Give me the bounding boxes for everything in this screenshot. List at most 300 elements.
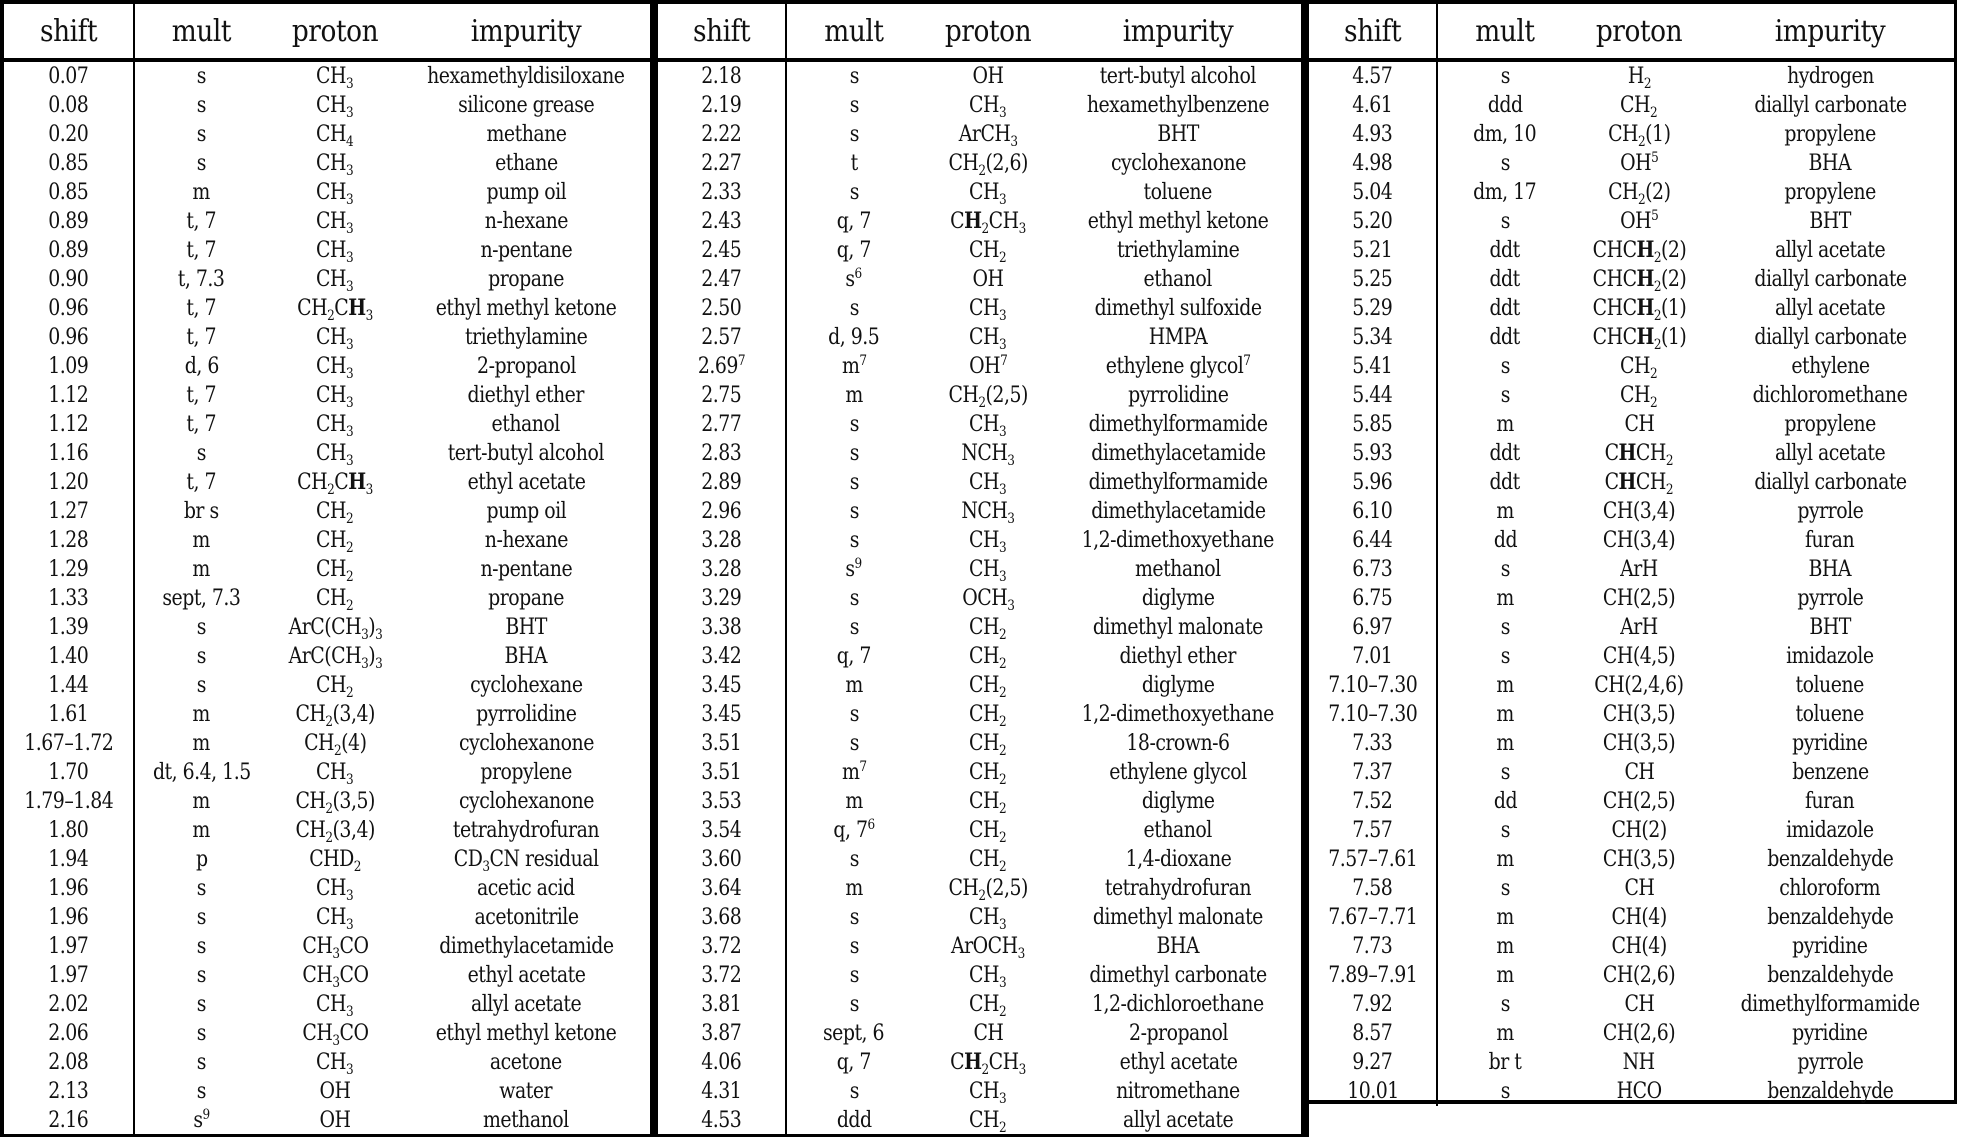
impurity-value: propylene (1784, 180, 1876, 205)
cell-impurity (1706, 816, 1954, 845)
proton-value: HCO (1616, 1079, 1662, 1104)
impurity-value: dimethylformamide (1088, 470, 1268, 495)
cell-impurity (402, 207, 650, 236)
cell-impurity (1706, 60, 1954, 91)
cell-proton (268, 816, 402, 845)
impurity-value: dimethylacetamide (1090, 441, 1266, 466)
impurity-value: allyl acetate (1774, 441, 1886, 466)
cell-impurity (402, 120, 650, 149)
cell-shift (1309, 91, 1437, 120)
shift-value: 2.69$^7$ (697, 353, 746, 379)
proton-value: $CH_3CO$ (301, 1021, 369, 1049)
shift-value: 6.73 (1352, 557, 1393, 582)
cell-proton (268, 729, 402, 758)
cell-proton (268, 671, 402, 700)
cell-shift (4, 265, 134, 294)
cell-impurity (1055, 207, 1301, 236)
mult-value: m (1496, 412, 1514, 437)
cell-proton (1572, 555, 1706, 584)
cell-mult (134, 729, 268, 758)
cell-impurity (1706, 990, 1954, 1019)
shift-value: 1.20 (48, 470, 89, 495)
cell-mult (1437, 700, 1572, 729)
column-header-shift: shift (1317, 2, 1430, 60)
cell-proton (921, 613, 1055, 642)
shift-value: 3.51 (701, 731, 742, 756)
mult-value: s (849, 934, 859, 959)
cell-mult (134, 149, 268, 178)
shift-value: 6.75 (1352, 586, 1393, 611)
shift-value: 7.73 (1352, 934, 1393, 959)
cell-mult (1437, 613, 1572, 642)
table-row (4, 178, 650, 207)
proton-value: CH (1624, 876, 1654, 901)
cell-impurity (1706, 207, 1954, 236)
cell-proton (921, 468, 1055, 497)
cell-impurity (402, 60, 650, 91)
mult-value: t, 7 (186, 296, 217, 321)
table-row (1309, 729, 1954, 758)
cell-proton (1572, 410, 1706, 439)
cell-proton (921, 323, 1055, 352)
table-row (658, 60, 1301, 91)
mult-value: s (849, 992, 859, 1017)
cell-proton (921, 410, 1055, 439)
cell-proton (1572, 91, 1706, 120)
cell-impurity (1706, 642, 1954, 671)
cell-shift (658, 555, 786, 584)
cell-mult (786, 845, 921, 874)
table-row (658, 91, 1301, 120)
proton-value: $CH_3$ (316, 760, 354, 788)
cell-mult (134, 1019, 268, 1048)
cell-impurity (1055, 642, 1301, 671)
cell-proton (268, 323, 402, 352)
table-panel-3 (1309, 0, 1957, 1104)
table-row (1309, 787, 1954, 816)
table-row (658, 207, 1301, 236)
cell-impurity (1055, 932, 1301, 961)
proton-value: $OH^7$ (968, 353, 1008, 379)
table-row (1309, 1077, 1954, 1106)
cell-shift (1309, 236, 1437, 265)
table-row (4, 1048, 650, 1077)
shift-value: 2.77 (701, 412, 742, 437)
mult-value: s (849, 499, 859, 524)
cell-mult (134, 845, 268, 874)
cell-shift (1309, 961, 1437, 990)
cell-shift (4, 845, 134, 874)
cell-proton (921, 381, 1055, 410)
cell-proton (268, 787, 402, 816)
cell-mult (134, 120, 268, 149)
shift-value: 0.96 (48, 296, 89, 321)
proton-value: $CH_4$ (316, 122, 354, 150)
cell-proton (268, 120, 402, 149)
impurity-value: BHA (1156, 934, 1200, 959)
cell-shift (4, 671, 134, 700)
impurity-value: tert-butyl alcohol (1099, 64, 1257, 89)
proton-value: $CH_2CH_3$ (297, 295, 373, 324)
proton-value: CH(4) (1611, 905, 1667, 930)
table-row (1309, 381, 1954, 410)
cell-proton (1572, 1077, 1706, 1106)
cell-impurity (1706, 439, 1954, 468)
cell-shift (4, 787, 134, 816)
header-row (658, 2, 1301, 60)
impurity-value: water (499, 1079, 553, 1104)
proton-value: CH (1624, 760, 1654, 785)
table-row (658, 352, 1301, 381)
proton-value: $ArC(CH_3)_3$ (288, 615, 382, 643)
table-row (4, 816, 650, 845)
cell-mult (1437, 60, 1572, 91)
proton-value: $CH_3$ (316, 1050, 354, 1078)
proton-value: $CH_2(1)$ (1607, 122, 1671, 150)
proton-value: $CH_2CH_3$ (950, 1049, 1026, 1078)
cell-proton (921, 265, 1055, 294)
proton-value: ArH (1620, 615, 1658, 640)
cell-proton (921, 120, 1055, 149)
table-row (4, 410, 650, 439)
cell-mult (786, 700, 921, 729)
cell-impurity (402, 265, 650, 294)
cell-shift (658, 642, 786, 671)
cell-shift (658, 845, 786, 874)
table-row (1309, 932, 1954, 961)
cell-mult (134, 758, 268, 787)
table-row (658, 671, 1301, 700)
proton-value: $CH_3$ (316, 180, 354, 208)
mult-value: br s (184, 499, 219, 524)
cell-mult (786, 60, 921, 91)
cell-mult (786, 758, 921, 787)
cell-proton (268, 526, 402, 555)
cell-shift (4, 120, 134, 149)
cell-impurity (1055, 120, 1301, 149)
proton-value: $OH^5$ (1619, 150, 1659, 176)
cell-mult (786, 816, 921, 845)
cell-impurity (402, 613, 650, 642)
mult-value: $s^9$ (845, 556, 863, 582)
impurity-value: n-hexane (484, 528, 568, 553)
mult-value: t, 7 (186, 470, 217, 495)
proton-value: $CH_3$ (969, 93, 1007, 121)
proton-value: $CH_2$ (969, 818, 1007, 846)
mult-value: br t (1488, 1050, 1522, 1075)
cell-impurity (1706, 120, 1954, 149)
cell-impurity (402, 526, 650, 555)
table-row (1309, 961, 1954, 990)
table-row (1309, 497, 1954, 526)
table-row (658, 323, 1301, 352)
cell-shift (658, 60, 786, 91)
cell-shift (4, 903, 134, 932)
table-row (658, 990, 1301, 1019)
cell-proton (1572, 381, 1706, 410)
shift-value: 5.93 (1352, 441, 1393, 466)
table-row (1309, 526, 1954, 555)
impurity-value: diallyl carbonate (1753, 93, 1907, 118)
cell-impurity (402, 584, 650, 613)
cell-mult (786, 120, 921, 149)
cell-shift (658, 91, 786, 120)
mult-value: dd (1493, 789, 1517, 814)
mult-value: m (1496, 934, 1514, 959)
mult-value: m (192, 818, 211, 843)
mult-value: t (850, 151, 858, 176)
cell-shift (4, 352, 134, 381)
impurity-value: cyclohexanone (458, 731, 594, 756)
cell-impurity (1706, 323, 1954, 352)
cell-proton (921, 729, 1055, 758)
shift-value: 0.90 (48, 267, 89, 292)
cell-proton (921, 555, 1055, 584)
mult-value: m (192, 789, 211, 814)
mult-value: m (845, 789, 863, 814)
cell-mult (786, 497, 921, 526)
cell-impurity (1055, 1019, 1301, 1048)
cell-proton (1572, 294, 1706, 323)
cell-proton (921, 845, 1055, 874)
impurity-value: BHA (504, 644, 548, 669)
cell-mult (786, 149, 921, 178)
cell-proton (921, 1106, 1055, 1135)
cell-mult (1437, 816, 1572, 845)
shift-value: 0.20 (48, 122, 89, 147)
cell-proton (921, 642, 1055, 671)
cell-proton (268, 468, 402, 497)
cell-shift (658, 729, 786, 758)
impurity-value: diglyme (1141, 586, 1215, 611)
cell-impurity (1055, 439, 1301, 468)
cell-impurity (1706, 91, 1954, 120)
table-row (4, 729, 650, 758)
cell-shift (4, 91, 134, 120)
cell-mult (1437, 497, 1572, 526)
cell-shift (1309, 381, 1437, 410)
column-header-proton: proton (1580, 2, 1698, 60)
cell-impurity (1706, 149, 1954, 178)
proton-value: $CH_2$ (969, 702, 1007, 730)
cell-mult (1437, 903, 1572, 932)
proton-value: $CH_2(2,5)$ (948, 383, 1028, 411)
proton-value: $CH_3$ (316, 151, 354, 179)
mult-value: m (1496, 499, 1514, 524)
proton-value: $CH_2(3,5)$ (295, 789, 375, 817)
impurity-value: ethanol (491, 412, 561, 437)
shift-value: 7.92 (1352, 992, 1393, 1017)
table-row (658, 555, 1301, 584)
table-body (658, 60, 1301, 1135)
impurity-value: hexamethyldisiloxane (427, 64, 625, 89)
cell-mult (786, 1048, 921, 1077)
proton-value: $CHCH_2$ (1604, 440, 1674, 469)
cell-impurity (402, 845, 650, 874)
mult-value: m (192, 702, 211, 727)
table-row (1309, 613, 1954, 642)
proton-value: $CH_3$ (969, 412, 1007, 440)
cell-mult (786, 323, 921, 352)
cell-shift (4, 526, 134, 555)
cell-shift (658, 352, 786, 381)
table-row (658, 526, 1301, 555)
cell-mult (134, 555, 268, 584)
cell-proton (1572, 874, 1706, 903)
cell-shift (4, 468, 134, 497)
cell-mult (134, 526, 268, 555)
cell-impurity (1706, 1019, 1954, 1048)
cell-impurity (1055, 265, 1301, 294)
shift-value: 10.01 (1346, 1079, 1399, 1104)
shift-value: 5.44 (1352, 383, 1393, 408)
shift-value: 1.33 (48, 586, 89, 611)
cell-mult (786, 265, 921, 294)
shift-value: 1.96 (48, 876, 89, 901)
impurity-value: allyl acetate (1122, 1108, 1234, 1133)
proton-value: $CH_3$ (969, 296, 1007, 324)
mult-value: s (849, 1079, 859, 1104)
impurity-value: pyridine (1792, 731, 1868, 756)
cell-mult (134, 468, 268, 497)
cell-shift (658, 700, 786, 729)
cell-mult (786, 584, 921, 613)
cell-impurity (402, 236, 650, 265)
impurity-value: n-pentane (480, 557, 572, 582)
impurity-value: methanol (483, 1108, 569, 1133)
shift-value: 2.22 (701, 122, 742, 147)
shift-value: 7.10–7.30 (1327, 673, 1418, 698)
cell-proton (268, 990, 402, 1019)
table-row (658, 265, 1301, 294)
table-row (4, 381, 650, 410)
shift-value: 3.45 (701, 673, 742, 698)
cell-mult (786, 352, 921, 381)
table-row (4, 845, 650, 874)
shift-value: 1.70 (48, 760, 89, 785)
mult-value: s (1500, 64, 1510, 89)
table-row (658, 468, 1301, 497)
cell-impurity (402, 323, 650, 352)
cell-impurity (1055, 816, 1301, 845)
column-header-impurity: impurity (417, 2, 635, 60)
mult-value: ddt (1489, 267, 1521, 292)
cell-shift (1309, 439, 1437, 468)
cell-impurity (1706, 903, 1954, 932)
impurity-value: ethylene glycol (1109, 760, 1247, 785)
column-header-shift: shift (666, 2, 779, 60)
cell-proton (1572, 671, 1706, 700)
cell-shift (1309, 1048, 1437, 1077)
cell-proton (921, 60, 1055, 91)
cell-shift (1309, 497, 1437, 526)
impurity-value: allyl acetate (1774, 296, 1886, 321)
table-row (658, 903, 1301, 932)
table-row (1309, 439, 1954, 468)
shift-value: 2.50 (701, 296, 742, 321)
mult-value: dm, 10 (1473, 122, 1537, 147)
impurity-value: ethyl methyl ketone (435, 296, 617, 321)
mult-value: m (1496, 673, 1514, 698)
mult-value: s (196, 963, 207, 988)
proton-value: OH (319, 1079, 351, 1104)
cell-impurity (402, 1106, 650, 1135)
cell-mult (1437, 642, 1572, 671)
impurity-value: triethylamine (1116, 238, 1240, 263)
cell-shift (658, 874, 786, 903)
table-row (4, 758, 650, 787)
shift-value: 4.31 (701, 1079, 742, 1104)
mult-value: s (196, 1079, 207, 1104)
mult-value: m (845, 383, 863, 408)
shift-value: 1.67–1.72 (23, 731, 114, 756)
proton-value: $CH_3$ (316, 876, 354, 904)
cell-proton (1572, 497, 1706, 526)
cell-impurity (1055, 555, 1301, 584)
cell-impurity (1055, 990, 1301, 1019)
cell-proton (268, 1106, 402, 1135)
cell-impurity (1706, 410, 1954, 439)
cell-mult (1437, 1077, 1572, 1106)
cell-impurity (1706, 294, 1954, 323)
cell-impurity (1055, 381, 1301, 410)
mult-value: s (1500, 644, 1510, 669)
impurity-value: $CD_3CN$ residual (453, 847, 599, 875)
cell-impurity (402, 671, 650, 700)
cell-impurity (402, 381, 650, 410)
mult-value: s (196, 644, 207, 669)
cell-shift (1309, 874, 1437, 903)
cell-proton (1572, 60, 1706, 91)
mult-value: m (192, 731, 211, 756)
cell-impurity (402, 758, 650, 787)
impurity-value: pyridine (1792, 934, 1868, 959)
cell-impurity (1706, 526, 1954, 555)
cell-impurity (1055, 961, 1301, 990)
shift-value: 7.37 (1352, 760, 1393, 785)
cell-proton (268, 91, 402, 120)
cell-proton (921, 961, 1055, 990)
impurity-value: BHT (505, 615, 547, 640)
proton-value: CH (1624, 992, 1654, 1017)
proton-value: OH (972, 267, 1004, 292)
mult-value: s (196, 93, 207, 118)
impurity-value: 1,4-dioxane (1125, 847, 1231, 872)
cell-shift (1309, 1019, 1437, 1048)
impurity-value: allyl acetate (1774, 238, 1886, 263)
table-row (1309, 91, 1954, 120)
cell-mult (1437, 410, 1572, 439)
table-row (4, 526, 650, 555)
table-row (1309, 671, 1954, 700)
proton-value: $CH_3$ (316, 412, 354, 440)
impurity-value: BHA (1808, 151, 1852, 176)
column-header-mult: mult (794, 2, 913, 60)
impurity-value: 1,2-dimethoxyethane (1081, 702, 1275, 727)
cell-shift (658, 671, 786, 700)
cell-impurity (1055, 323, 1301, 352)
proton-value: $CH_3$ (969, 325, 1007, 353)
mult-value: $s^6$ (845, 266, 863, 292)
table-row (1309, 294, 1954, 323)
cell-shift (4, 758, 134, 787)
table-row (1309, 178, 1954, 207)
cell-mult (1437, 526, 1572, 555)
impurity-value: toluene (1795, 702, 1865, 727)
table-body (1309, 60, 1954, 1106)
mult-value: s (849, 93, 859, 118)
mult-value: s (849, 963, 859, 988)
